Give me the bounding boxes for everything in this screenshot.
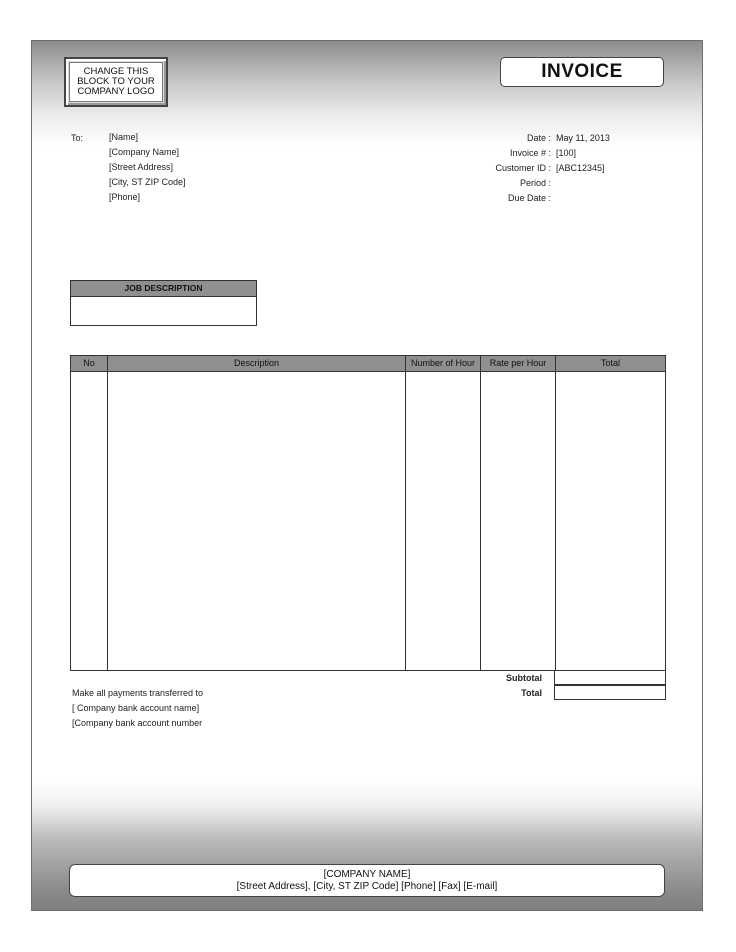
bill-to-city[interactable]: [City, ST ZIP Code]: [109, 177, 186, 187]
job-description-box: [70, 280, 257, 326]
total-value[interactable]: [554, 685, 666, 700]
payment-line: Make all payments transferred to: [72, 688, 204, 698]
col-header-total: Total: [600, 358, 620, 368]
bill-to-address: [109, 132, 186, 207]
invoice-number-label: Invoice # :: [509, 148, 551, 158]
bill-to-name[interactable]: [Name]: [109, 132, 139, 142]
invoice-title: INVOICE: [500, 57, 664, 87]
footer-address[interactable]: [Street Address], [City, ST ZIP Code] [Phone] [Fax] [E-mail]: [236, 880, 498, 892]
col-header-hours: Number of Hour: [410, 358, 476, 368]
period-label: Period :: [519, 178, 551, 188]
invoice-number-value[interactable]: [100]: [556, 148, 577, 158]
col-header-rate: Rate per Hour: [489, 358, 547, 368]
period-value[interactable]: [556, 178, 610, 193]
date-value[interactable]: May 11, 2013: [556, 133, 610, 143]
due-date-label: Due Date :: [507, 193, 551, 203]
invoice-meta-labels: [470, 133, 551, 208]
line-items-table: [70, 355, 666, 671]
customer-id-label: Customer ID :: [495, 163, 551, 173]
bill-to-street[interactable]: [Street Address]: [109, 162, 174, 172]
payment-instructions: [72, 688, 203, 733]
column-divider: [405, 356, 406, 670]
description-cell[interactable]: [108, 372, 405, 670]
subtotal-value[interactable]: [554, 670, 666, 685]
company-logo-block[interactable]: [64, 57, 168, 107]
col-header-no: No: [83, 358, 95, 368]
due-date-value[interactable]: [556, 193, 610, 208]
col-header-description: Description: [233, 358, 280, 368]
bill-to-company[interactable]: [Company Name]: [109, 147, 180, 157]
bank-account-number[interactable]: [Company bank account number: [72, 718, 203, 728]
invoice-meta-values: [556, 133, 610, 208]
column-divider: [480, 356, 481, 670]
bill-to-label: To:: [71, 133, 84, 143]
total-label: Total: [521, 688, 542, 698]
subtotal-label: Subtotal: [506, 673, 542, 683]
date-label: Date :: [526, 133, 551, 143]
footer-company-name[interactable]: [COMPANY NAME]: [323, 869, 411, 880]
bank-account-name[interactable]: [ Company bank account name]: [72, 703, 200, 713]
bill-to-phone[interactable]: [Phone]: [109, 192, 141, 202]
logo-placeholder-text: CHANGE THIS BLOCK TO YOUR COMPANY LOGO: [69, 62, 163, 102]
job-description-header: JOB DESCRIPTION: [71, 281, 256, 297]
company-footer: [69, 864, 665, 897]
job-description-field[interactable]: [71, 297, 256, 303]
column-divider: [555, 356, 556, 670]
customer-id-value[interactable]: [ABC12345]: [556, 163, 605, 173]
